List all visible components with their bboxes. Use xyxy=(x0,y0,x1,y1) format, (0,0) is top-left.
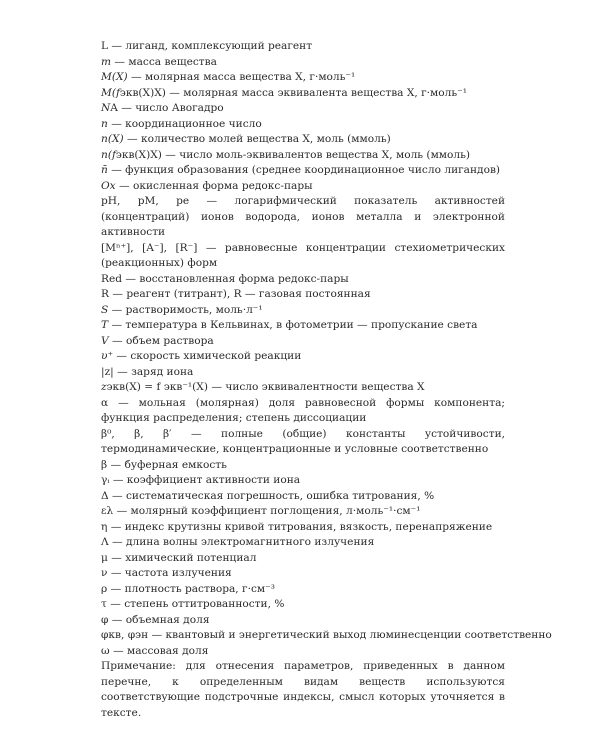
list-item: ν — частота излучения xyxy=(101,567,232,579)
list-item: β — буферная емкость xyxy=(101,458,227,471)
list-item: V — объем раствора xyxy=(101,334,214,347)
list-item: υ⁺ — скорость химической реакции xyxy=(101,350,302,362)
list-item: S — растворимость, моль·л⁻¹ xyxy=(101,303,263,316)
list-item: γᵢ — коэффициент активности иона xyxy=(101,474,301,486)
list-item: R — реагент (титрант), R — газовая постоянная xyxy=(101,288,371,300)
list-item: Red — восстановленная форма редокс-пары xyxy=(101,272,349,285)
list-item: ελ — молярный коэффициент поглощения, л·моль⁻¹·см⁻¹ xyxy=(101,505,421,517)
list-item: n(fэкв(X)X) — число моль-эквивалентов вещества X, моль (ммоль) xyxy=(101,148,471,161)
list-item: n(X) — количество молей вещества X, моль (ммоль) xyxy=(101,133,391,145)
list-item: pH, pM, pe — логарифмический показатель активностей (концентраций) ионов водорода, ионов металла и электронной активности xyxy=(101,195,506,238)
list-item: β⁰, β, β′ — полные (общие) константы устойчивости, термодинамические, концентрационные и условные соответственно xyxy=(101,427,505,455)
list-item: Ox — окисленная форма редокс-пары xyxy=(101,179,313,192)
list-item: τ — степень оттитрованности, % xyxy=(101,598,285,610)
list-item: η — индекс крутизны кривой титрования, вязкость, перенапряжение xyxy=(101,520,493,533)
list-item: n — координационное число xyxy=(101,117,262,130)
list-item: φ — объемная доля xyxy=(101,613,210,626)
list-item: M(fэкв(X)X) — молярная масса эквивалента вещества X, г·моль⁻¹ xyxy=(101,86,467,99)
list-item: m — масса вещества xyxy=(101,55,217,68)
list-item: Λ — длина волны электромагнитного излучения xyxy=(101,536,375,548)
list-item: T — температура в Кельвинах, в фотометрии — пропускание света xyxy=(101,319,478,331)
list-item: α — мольная (молярная) доля равновесной формы компонента; функция распределения; степень диссоциации xyxy=(101,396,505,424)
list-item: NA — число Авогадро xyxy=(101,102,224,114)
list-item: L — лиганд, комплексующий реагент xyxy=(101,40,313,52)
list-item: n̄ — функция образования (среднее координационное число лигандов) xyxy=(101,164,501,176)
list-item: μ — химический потенциал xyxy=(101,551,257,564)
list-item: ω — массовая доля xyxy=(101,644,209,657)
list-item: M(X) — молярная масса вещества X, г·моль⁻¹ xyxy=(101,71,356,83)
list-item: |z| — заряд иона xyxy=(101,365,194,378)
note-paragraph: Примечание: для отнесения параметров, приведенных в данном перечне, к определенным видам веществ используются соответствующие подстрочные индексы, смысл которых уточняется в тексте. xyxy=(101,660,505,719)
list-item: Δ — систематическая погрешность, ошибка титрования, % xyxy=(101,489,435,502)
list-item: [Mⁿ⁺], [A⁻], [R⁻] — равновесные концентрации стехиометрических (реакционных) форм xyxy=(101,241,505,269)
symbol-list xyxy=(101,39,552,721)
list-item: zэкв(X) = f экв⁻¹(X) — число эквивалентности вещества X xyxy=(101,381,425,393)
list-item: φкв, φэн — квантовый и энергетический выход люминесценции соответственно xyxy=(101,629,552,641)
list-item: ρ — плотность раствора, г·см⁻³ xyxy=(101,582,275,595)
